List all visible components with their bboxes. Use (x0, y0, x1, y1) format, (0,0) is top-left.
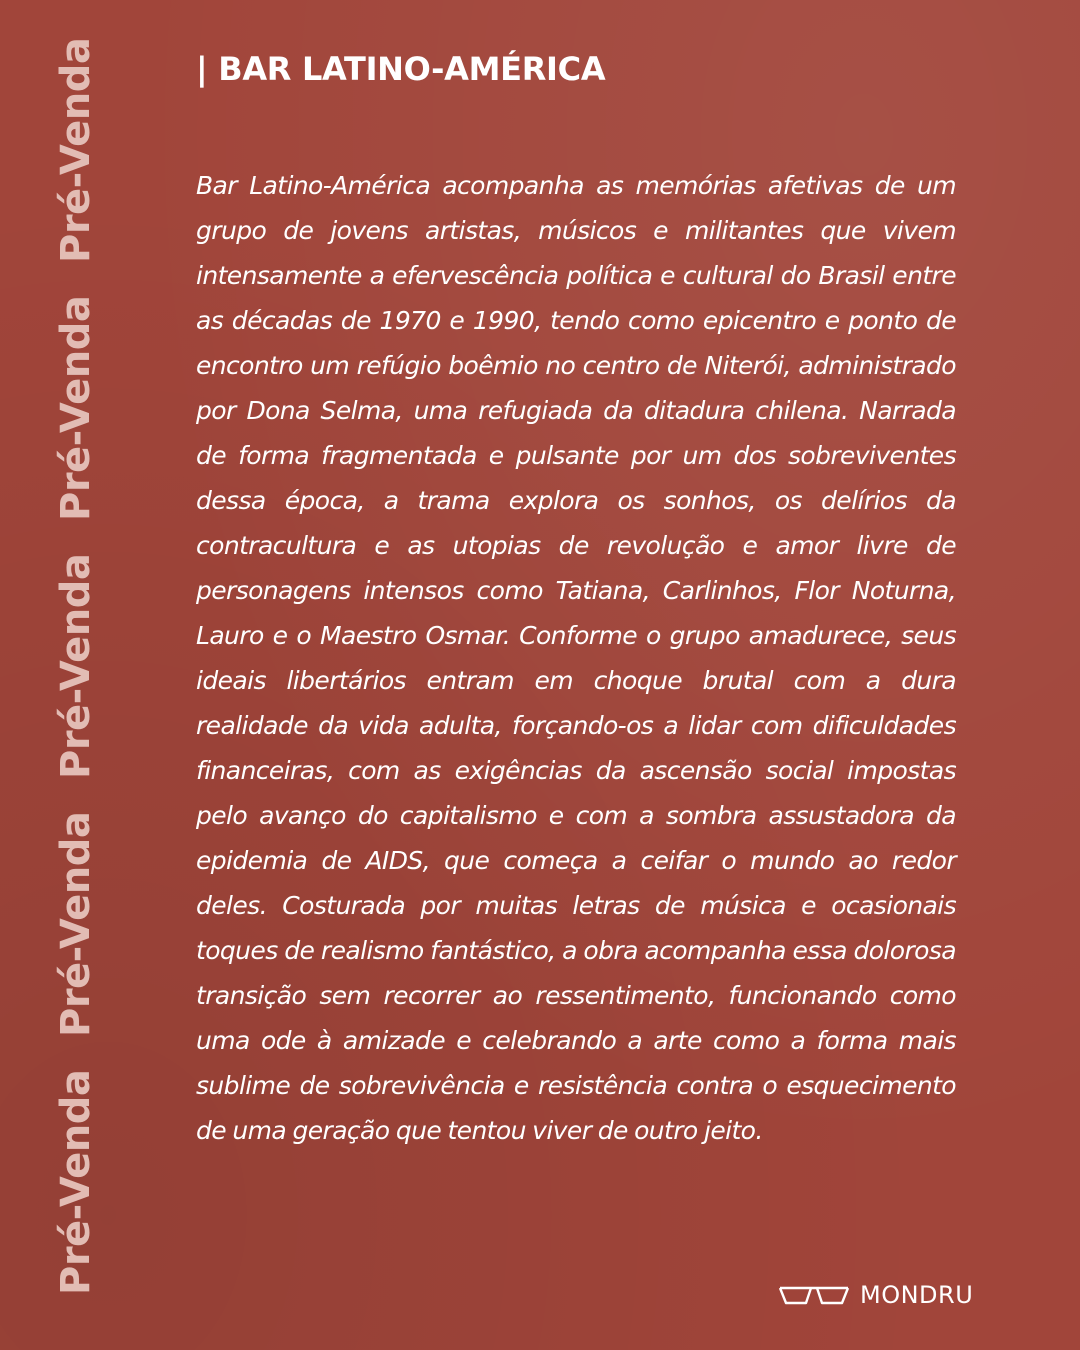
page-title: | BAR LATINO-AMÉRICA (196, 50, 606, 88)
side-label-pre-venda: Pré-Venda (53, 37, 99, 263)
side-strip (50, 30, 102, 1320)
book-synopsis: Bar Latino-América acompanha as memórias afetivas de um grupo de jovens artistas, músicos e militantes que vivem intensamente a efervescência política e cultural do Brasil entre as décadas de 1970 e 1990, tendo como epicentro e ponto de encontro um refúgio boêmio no centro de Niterói, administrado por Dona Selma, uma refugiada da ditadura chilena. Narrada de forma fragmentada e pulsante por um dos sobreviventes dessa época, a trama explora os sonhos, os delírios da contracultura e as utopias de revolução e amor livre de personagens intensos como Tatiana, Carlinhos, Flor Noturna, Lauro e o Maestro Osmar. Conforme o grupo amadurece, seus ideais libertários entram em choque brutal com a dura realidade da vida adulta, forçando-os a lidar com dificuldades financeiras, com as exigências da ascensão social impostas pelo avanço do capitalismo e com a sombra assustadora da epidemia de AIDS, que começa a ceifar o mundo ao redor deles. Costurada por muitas letras de música e ocasionais toques de realismo fantástico, a obra acompanha essa dolorosa transição sem recorrer ao ressentimento, funcionando como uma ode à amizade e celebrando a arte como a forma mais sublime de sobrevivência e resistência contra o esquecimento de uma geração que tentou viver de outro jeito. (196, 171, 956, 1145)
brand-name: MONDRU (860, 1281, 974, 1309)
side-label-pre-venda: Pré-Venda (53, 553, 99, 779)
side-label-pre-venda: Pré-Venda (53, 1069, 99, 1295)
brand-logo (778, 1280, 973, 1310)
side-label-pre-venda: Pré-Venda (53, 811, 99, 1037)
mondru-logo-icon (778, 1284, 850, 1306)
side-label-pre-venda: Pré-Venda (53, 295, 99, 521)
